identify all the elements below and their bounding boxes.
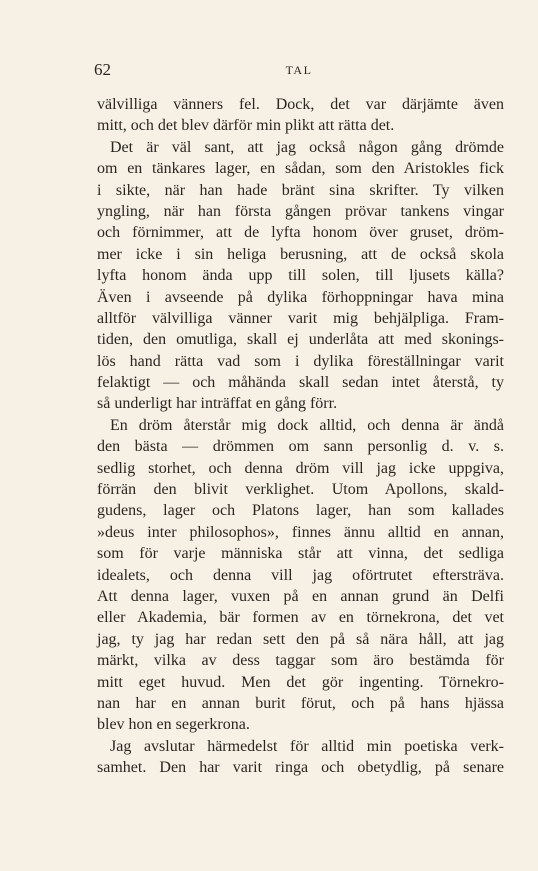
text-line: mer icke i sin heliga berusning, att de också skola xyxy=(97,245,504,263)
page-number: 62 xyxy=(94,60,111,79)
text-line: lös hand rätta vad som i dylika föreställningar varit xyxy=(97,352,504,370)
text-line: i sikte, när han hade bränt sina skrifter. Ty vilken xyxy=(97,181,504,199)
text-line: den bästa — drömmen om sann personlig d. v. s. xyxy=(97,438,504,456)
text-line: eller Akademia, bär formen av en törnekrona, det vet xyxy=(97,609,504,627)
text-line: felaktigt — och måhända skall sedan intet återstå, ty xyxy=(97,374,504,392)
text-line: tiden, den omutliga, skall ej underlåta att med skonings- xyxy=(97,331,504,349)
running-head: TAL xyxy=(285,63,313,77)
text-line: »deus inter philosophos», finnes ännu alltid en annan, xyxy=(97,523,504,541)
text-line: om en tänkares lager, en sådan, som den Aristokles fick xyxy=(97,160,504,178)
text-line: Jag avslutar härmedelst för alltid min poetiska verk- xyxy=(110,737,504,755)
text-line: idealets, och denna vill jag oförtrutet eftersträva. xyxy=(97,566,504,584)
page-header xyxy=(94,60,504,84)
text-line: Att denna lager, vuxen på en annan grund än Delfi xyxy=(97,587,504,605)
text-line: Även i avseende på dylika förhoppningar hava mina xyxy=(97,288,504,306)
text-line: förrän den blivit verklighet. Utom Apollons, skald- xyxy=(97,481,504,499)
body-text xyxy=(97,94,504,779)
text-line: mitt eget huvud. Men det gör ingenting. Törnekro- xyxy=(97,673,504,691)
text-line: yngling, när han första gången prövar tankens vingar xyxy=(97,202,504,220)
text-line: alltför välvilliga vänner varit mig behjälpliga. Fram- xyxy=(97,309,504,327)
text-line: jag, ty jag har redan sett den på så nära håll, att jag xyxy=(97,630,504,648)
text-line: nan har en annan burit förut, och på hans hjässa xyxy=(97,694,504,712)
text-line: mitt, och det blev därför min plikt att rätta det. xyxy=(97,117,395,135)
text-line: blev hon en segerkrona. xyxy=(97,716,250,734)
text-line: och förnimmer, att de lyfta honom över gruset, dröm- xyxy=(97,224,504,242)
text-line: samhet. Den har varit ringa och obetydlig, på senare xyxy=(97,759,504,777)
text-line: märkt, vilka av dess taggar som äro bestämda för xyxy=(97,652,504,670)
text-line: sedlig storhet, och denna dröm vill jag icke uppgiva, xyxy=(97,459,504,477)
text-line: välvilliga vänners fel. Dock, det var därjämte även xyxy=(97,96,504,113)
text-line: så underligt har inträffat en gång förr. xyxy=(97,395,338,413)
text-line: gudens, lager och Platons lager, han som kallades xyxy=(97,502,504,520)
text-line: lyfta honom ända upp till solen, till ljusets källa? xyxy=(97,267,504,285)
text-line: som för varje människa står att vinna, det sedliga xyxy=(97,545,504,563)
text-line: En dröm återstår mig dock alltid, och denna är ändå xyxy=(110,416,504,434)
text-line: Det är väl sant, att jag också någon gång drömde xyxy=(110,138,504,156)
